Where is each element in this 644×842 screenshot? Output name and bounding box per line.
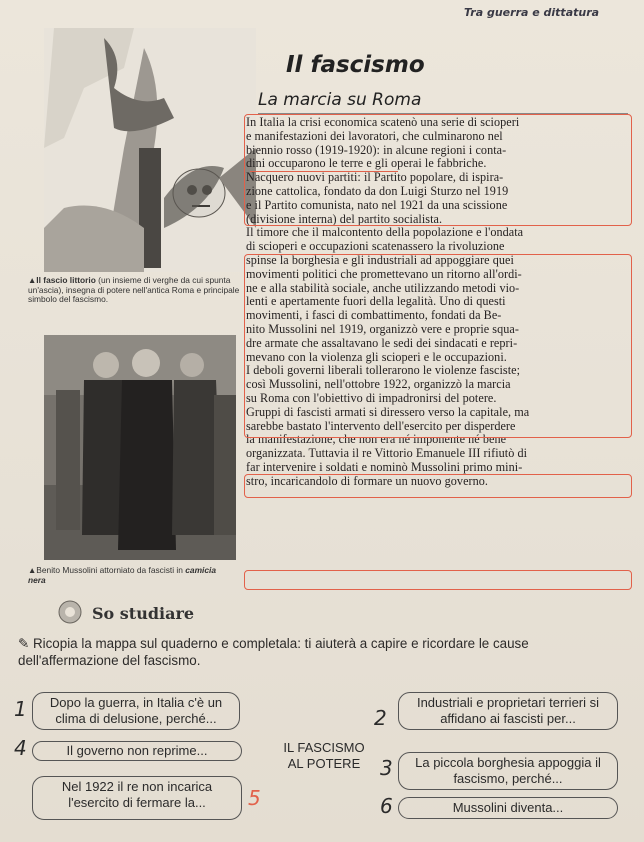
caption-triangle-icon: ▲ [28,275,37,285]
body-line: ne e alla stabilità sociale, anche utilizzando metodi vio- [246,280,520,295]
body-line: I deboli governi liberali tollerarono le violenze fasciste; [246,363,521,378]
mussolini-caption-italic: camicia nera [28,565,216,585]
map-number-3: 3 [380,756,393,780]
study-gear-icon [56,598,84,626]
body-line: Il timore che il malcontento della popolazione e l'ondata [246,225,524,240]
strike-line [250,497,628,498]
map-center-line2: AL POTERE [287,756,361,771]
body-line: Gruppi di fascisti armati si diressero verso la capitale, ma [246,404,530,419]
body-line: sarebbe bastato l'intervento dell'esercito per disperdere [246,418,516,433]
caption-triangle-icon: ▲ [28,565,37,575]
map-box-6: Mussolini diventa... [398,797,618,819]
body-line: la manifestazione, che non era né imponente né bene [246,432,507,447]
body-line: far intervenire i soldati e nominò Mussolini primo mini- [246,459,523,474]
section-subtitle: La marcia su Roma [258,90,422,110]
body-line: movimenti politici che promettevano un ritorno all'ordi- [246,266,522,281]
fascio-littorio-illustration [44,28,256,272]
fascio-caption [28,276,244,305]
body-line: biennio rosso (1919-1920): in alcune regioni i conta- [246,142,507,157]
body-line: stro, incaricandolo di formare un nuovo governo. [246,473,489,488]
study-instruction [18,635,628,669]
highlight-box-paragraph3 [244,254,632,438]
map-box-4: Il governo non reprime... [32,741,242,761]
map-number-5: 5 [248,786,261,810]
map-number-1: 1 [14,697,27,721]
map-box-5: Nel 1922 il re non incarica l'esercito di fermare la... [32,776,242,820]
highlight-box-paragraph1 [244,114,632,226]
map-box-1: Dopo la guerra, in Italia c'è un clima di delusione, perché... [32,692,240,730]
body-line: mevano con la violenza gli scioperi e le occupazioni. [246,349,507,364]
body-line: dini occuparono le terre e gli operai le fabbriche. [246,156,487,171]
map-box-3: La piccola borghesia appoggia il fascismo, perché... [398,752,618,790]
body-line: su Roma con l'obiettivo di impadronirsi del potere. [246,390,497,405]
body-line: spinse la borghesia e gli industriali ad appoggiare quei [246,252,514,267]
fascio-caption-bold: Il fascio littorio [36,275,96,285]
body-line: e manifestazioni dei lavoratori, che culminarono nel [246,128,503,143]
map-box-2: Industriali e proprietari terrieri si affidano ai fascisti per... [398,692,618,730]
body-line: Nacquero nuovi partiti: il Partito popolare, di ispira- [246,170,504,185]
study-heading: So studiare [92,604,195,623]
map-center [270,740,378,772]
map-number-4: 4 [14,736,27,760]
pencil-icon: ✎ [18,636,30,651]
body-line: nito Mussolini nel 1919, organizzò vere e proprie squa- [246,321,519,336]
highlight-box-re [244,570,632,590]
body-line: e il Partito comunista, nato nel 1921 da una scissione [246,197,508,212]
body-line: In Italia la crisi economica scatenò una serie di scioperi [246,115,520,129]
body-line: zione cattolica, fondato da don Luigi Sturzo nel 1919 [246,183,509,198]
body-line: movimenti, i fasci di combattimento, fondati da Be- [246,308,502,323]
mussolini-caption-text: Benito Mussolini attorniato da fascisti in [36,565,186,575]
instruction-text: Ricopia la mappa sul quaderno e completala: ti aiuterà a capire e ricordare le cause dell'affermazione del fascismo. [18,636,529,668]
body-line: organizzata. Tuttavia il re Vittorio Emanuele III rifiutò di [246,446,528,461]
page-title: Il fascismo [286,52,425,78]
body-line: lenti e apertamente fuori della legalità. Uno di questi [246,294,506,309]
map-center-line1: IL FASCISMO [283,740,365,755]
fascio-caption-text: (un insieme di verghe da cui spunta un'ascia), insegna di potere nell'antica Roma e principale simbolo del fascismo. [28,275,240,304]
strike-line [250,171,398,172]
map-number-2: 2 [374,706,387,730]
body-line: dre armate che assaltavano le sedi dei sindacati e repri- [246,335,518,350]
section-header: Tra guerra e dittatura [464,6,600,19]
body-line: così Mussolini, nell'ottobre 1922, organizzò la marcia [246,377,511,392]
highlight-box-marcia [244,474,632,498]
body-line: (divisione interna) del partito socialista. [246,211,443,226]
map-number-6: 6 [380,794,393,818]
mussolini-photo [44,335,236,560]
body-line: di scioperi e occupazioni scatenassero la rivoluzione [246,239,505,254]
mussolini-caption [28,566,218,585]
